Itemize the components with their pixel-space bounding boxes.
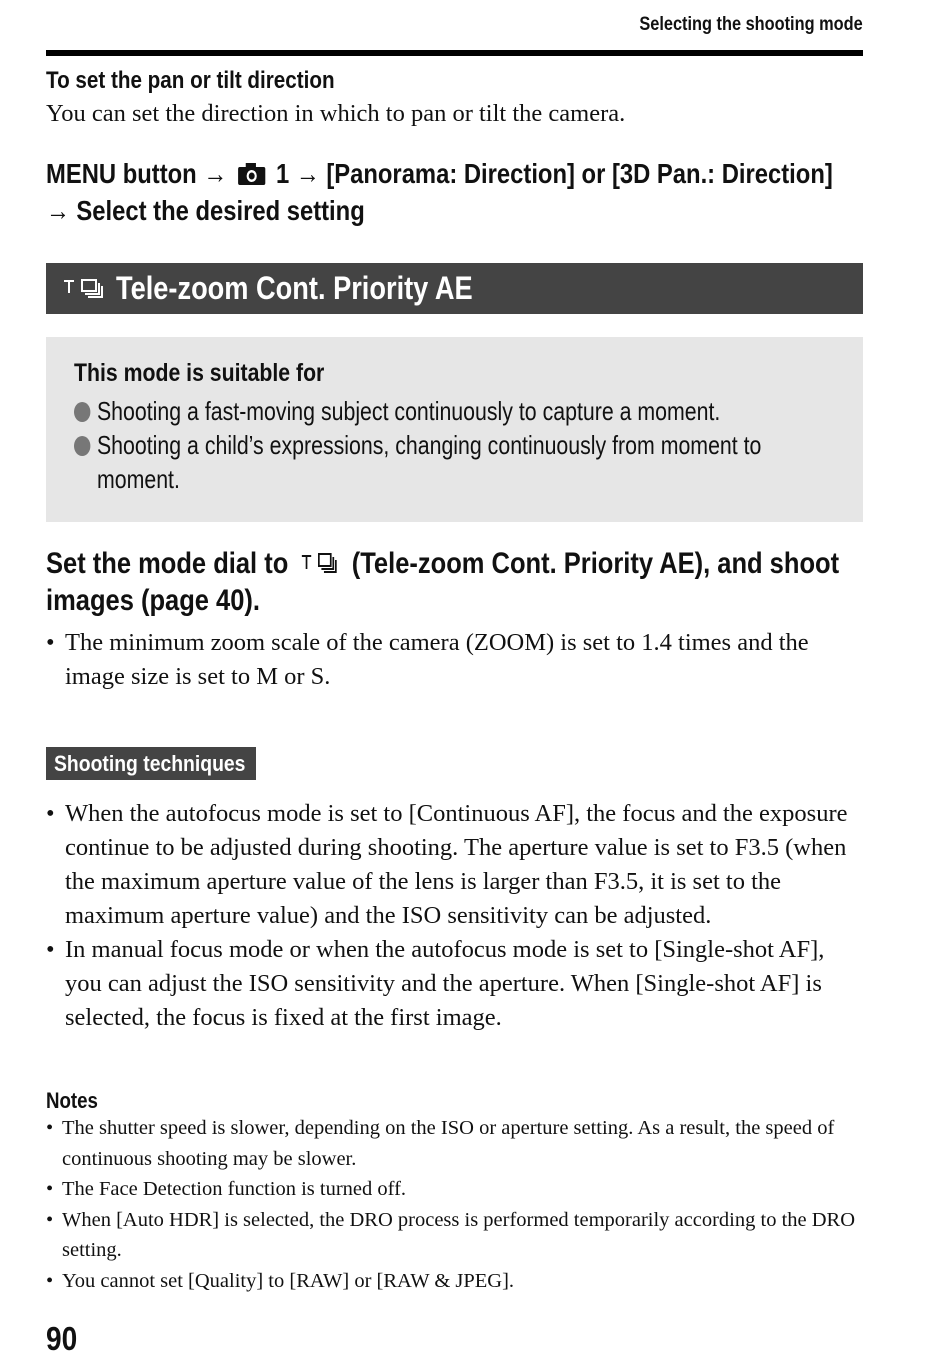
- list-item: • When the autofocus mode is set to [Continuous AF], the focus and the exposure continue to be adjusted during shooting. The aperture value is set to F3.5 (when the maximum aperture value of the lens is larger than F3.5, it is set to the maximum aperture value) and the ISO sensitivity can be adjusted.: [46, 800, 848, 929]
- arrow-icon: →: [203, 158, 228, 189]
- menu-path: [46, 155, 862, 229]
- header-rule: [46, 50, 863, 56]
- pan-tilt-description: You can set the direction in which to pan or tilt the camera.: [46, 100, 626, 127]
- step-notes: [46, 626, 846, 694]
- arrow-icon: →: [46, 195, 70, 226]
- techniques-list: [46, 797, 860, 1035]
- arrow-icon: →: [295, 158, 320, 189]
- tele-zoom-continuous-icon: [62, 277, 104, 299]
- step-heading: [46, 545, 862, 619]
- bullet-dot-icon: [74, 402, 90, 422]
- suitable-item: Shooting a child’s expressions, changing continuously from moment to moment.: [74, 428, 812, 496]
- menu-path-part2: 1: [276, 158, 290, 189]
- bullet-dot-icon: [74, 436, 90, 456]
- running-header: Selecting the shooting mode: [639, 14, 863, 35]
- notes-heading: Notes: [46, 1088, 98, 1113]
- menu-path-part4: Select the desired setting: [76, 195, 365, 226]
- list-item: • The shutter speed is slower, depending on the ISO or aperture setting. As a result, the speed of continuous shooting may be slower.: [46, 1117, 835, 1170]
- mode-section-bar: [46, 263, 863, 314]
- list-item: • The minimum zoom scale of the camera (ZOOM) is set to 1.4 times and the image size is set to M or S.: [46, 629, 809, 690]
- step-heading-before: Set the mode dial to: [46, 547, 289, 580]
- menu-path-part1: MENU button: [46, 158, 197, 189]
- notes-list: [46, 1113, 864, 1296]
- pan-tilt-title: To set the pan or tilt direction: [46, 67, 335, 94]
- shooting-techniques-label: [46, 747, 256, 780]
- suitable-box: [46, 337, 863, 522]
- page-number: 90: [46, 1320, 78, 1357]
- tele-zoom-continuous-icon: [300, 551, 339, 575]
- step-heading-after: (Tele-zoom Cont. Priority AE), and shoot images (page 40).: [46, 547, 840, 617]
- shooting-techniques-text: Shooting techniques: [54, 751, 246, 776]
- camera-icon: [237, 162, 266, 186]
- list-item: • You cannot set [Quality] to [RAW] or [RAW & JPEG].: [46, 1269, 515, 1292]
- list-item: • When [Auto HDR] is selected, the DRO process is performed temporarily according to the DRO setting.: [46, 1208, 856, 1261]
- suitable-item: Shooting a fast-moving subject continuously to capture a moment.: [74, 394, 796, 428]
- list-item: • In manual focus mode or when the autofocus mode is set to [Single-shot AF], you can adjust the ISO sensitivity and the aperture. When [Single-shot AF] is selected, the focus is fixed at the first image.: [46, 936, 825, 1031]
- mode-section-title: Tele-zoom Cont. Priority AE: [116, 270, 473, 306]
- list-item: • The Face Detection function is turned off.: [46, 1178, 407, 1200]
- menu-path-part3: [Panorama: Direction] or [3D Pan.: Direction]: [326, 158, 833, 189]
- suitable-heading: This mode is suitable for: [74, 359, 325, 387]
